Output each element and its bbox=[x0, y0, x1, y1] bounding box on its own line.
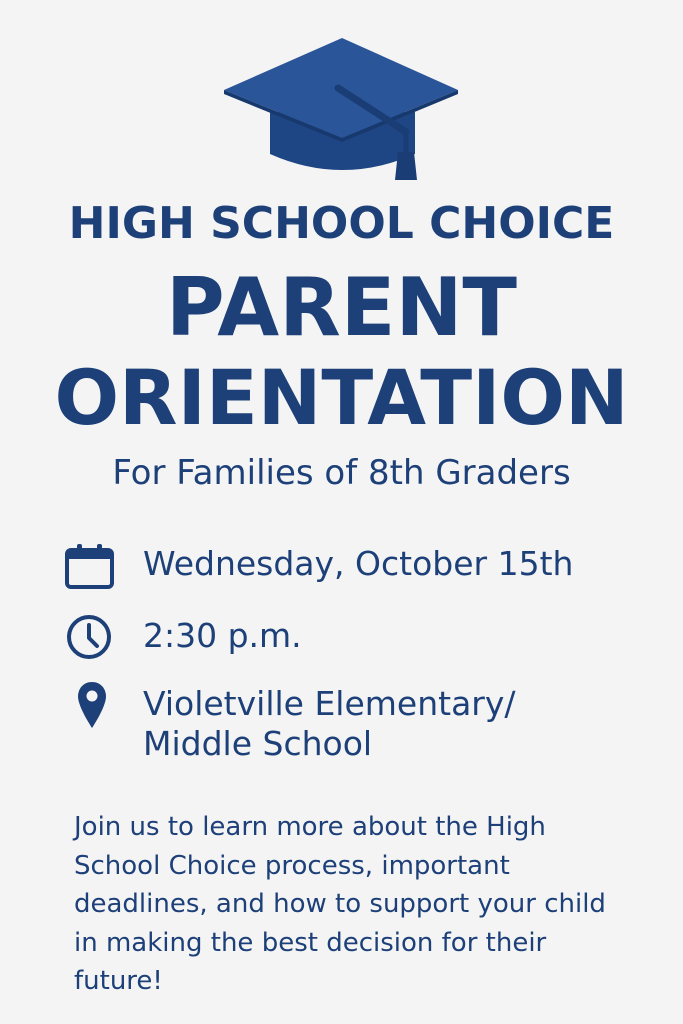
event-subtitle: For Families of 8th Graders bbox=[112, 453, 571, 493]
event-date: Wednesday, October 15th bbox=[143, 544, 574, 583]
title-line-1: PARENT bbox=[166, 261, 517, 354]
event-time: 2:30 p.m. bbox=[143, 616, 302, 655]
location-line-2: Middle School bbox=[143, 724, 373, 763]
graduation-cap-icon bbox=[220, 36, 465, 186]
map-pin-icon bbox=[76, 680, 108, 732]
calendar-icon bbox=[64, 542, 116, 590]
event-description: Join us to learn more about the High School Choice process, important deadlines, and how to support your child in making the best decision for their future! bbox=[74, 812, 606, 996]
event-location bbox=[143, 684, 516, 764]
location-line-1: Violetville Elementary/ bbox=[143, 684, 516, 723]
clock-icon bbox=[64, 612, 114, 662]
title-line-2: ORIENTATION bbox=[54, 353, 629, 442]
event-kicker: HIGH SCHOOL CHOICE bbox=[68, 198, 615, 249]
